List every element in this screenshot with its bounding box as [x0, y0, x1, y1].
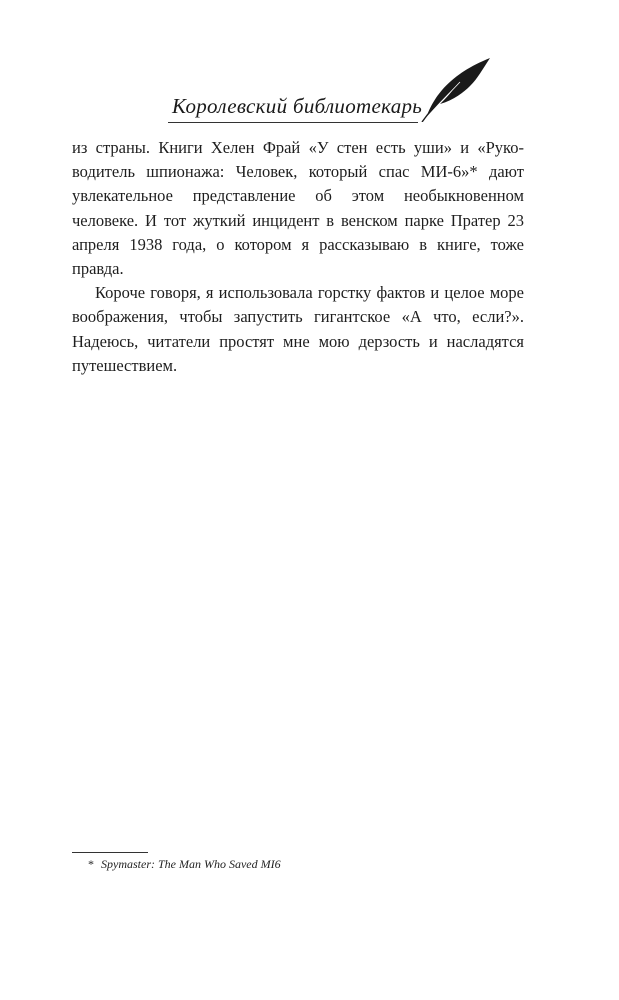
- footnote-mark: *: [88, 857, 94, 871]
- body-text: [72, 136, 524, 378]
- running-title: Королевский библиотекарь: [172, 94, 423, 118]
- footnote-rule: [72, 852, 148, 853]
- footnote: [88, 857, 281, 872]
- footnote-text: Spymaster: The Man Who Saved MI6: [101, 857, 281, 871]
- header-rule: [168, 122, 418, 123]
- quill-icon: [420, 56, 492, 122]
- paragraph-2: Короче говоря, я использовала горстку фактов и целое море воображения, чтобы запустить гигантское «А что, если?». Надеюсь, читатели простят мне мою дерзость и насладятся путешествием.: [72, 283, 524, 375]
- paragraph-1: из страны. Книги Хелен Фрай «У стен есть уши» и «Руководитель шпионажа: Человек, который спас МИ-6»* дают увлекательное представление об этом необыкновенном человеке. И тот жуткий инцидент в венском парке Пратер 23 апреля 1938 года, о котором я рассказываю в книге, тоже правда.: [72, 138, 524, 279]
